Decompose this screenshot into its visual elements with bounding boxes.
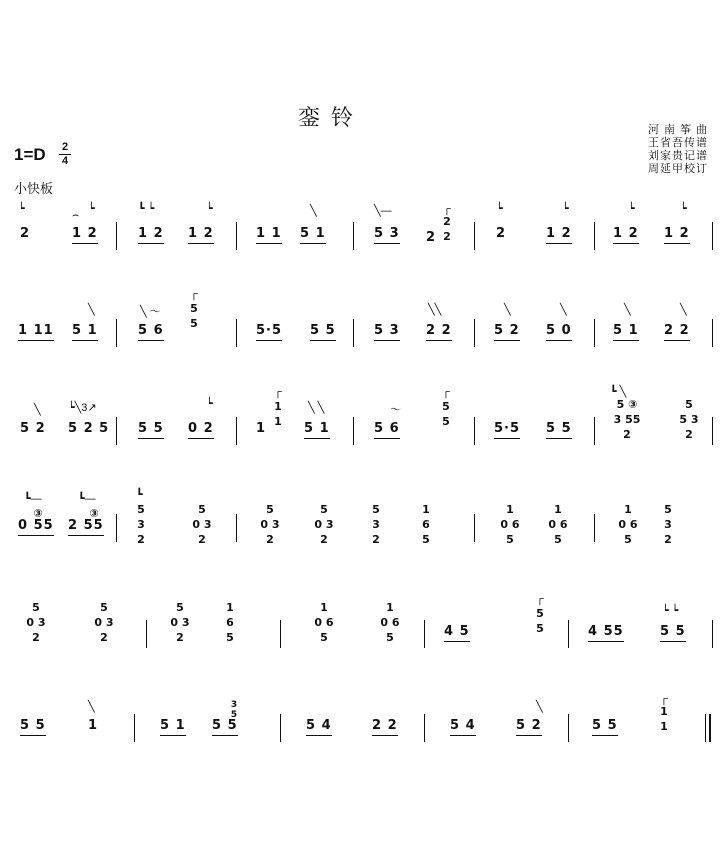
score-system-5	[16, 593, 714, 686]
barline	[280, 620, 281, 648]
note-stack: 5 0 3 2	[192, 503, 212, 546]
note-stack: 5 0 3 2	[94, 601, 114, 644]
note-group: 5 1	[72, 323, 98, 338]
note-group: 5·5	[494, 421, 520, 436]
barline	[424, 620, 425, 648]
stroke-mark: ╲	[88, 701, 95, 713]
note-group: 1 1	[256, 226, 282, 241]
note-group: 1 2	[546, 226, 572, 241]
note-group: 5 5	[660, 624, 686, 639]
stroke-mark: ╲	[560, 304, 567, 316]
fingering-mark: ┗—	[78, 493, 96, 505]
stroke-mark: ╲ ～	[140, 306, 161, 318]
fingering-mark: ┕	[88, 203, 95, 215]
barline	[134, 714, 135, 742]
stroke-mark: ╲	[88, 304, 95, 316]
note-stack: 1 0 6 5	[548, 503, 568, 546]
note-group: 5 0	[546, 323, 572, 338]
note-group: 2 2	[426, 323, 452, 338]
slur-mark: ⌢	[72, 209, 80, 221]
stroke-mark: ╲—	[374, 205, 392, 217]
time-signature-numerator: 2	[61, 141, 69, 153]
barline	[712, 620, 713, 648]
note-stack: 5 0 3 2	[260, 503, 280, 546]
note-stack: 5 0 3 2	[314, 503, 334, 546]
fingering-mark: ┌	[190, 288, 198, 300]
stroke-mark: ╲	[624, 304, 631, 316]
barline	[353, 222, 354, 250]
note-stack: 5 ③ 3 55 2	[613, 398, 641, 441]
note-stack: 1 6 5	[226, 601, 234, 644]
note-group: 5·5	[256, 323, 282, 338]
credit-line: 河 南 筝 曲	[648, 124, 709, 136]
fingering-mark: ┌	[536, 593, 544, 605]
credit-line: 周延甲校订	[648, 163, 708, 175]
barline	[594, 514, 595, 542]
note-group: 1 2	[188, 226, 214, 241]
note-stack: 5 3 2	[664, 503, 672, 546]
note-stack: 5 5	[536, 607, 544, 635]
note-group: 0 2	[188, 421, 214, 436]
note-group: 5 1	[613, 323, 639, 338]
note-group: 5 5	[310, 323, 336, 338]
note-group: 5 6	[138, 323, 164, 338]
credits	[648, 124, 708, 176]
note-group: 5 4	[306, 718, 332, 733]
note-stack: 1 0 6 5	[500, 503, 520, 546]
barline	[424, 714, 425, 742]
note-stack: 1 1	[274, 400, 282, 428]
stroke-mark: ╲	[34, 404, 41, 416]
fingering-mark: ┌	[443, 203, 451, 215]
score-system-1	[16, 198, 714, 288]
note-group: 5 2	[494, 323, 520, 338]
note-group: 5 5	[20, 718, 46, 733]
stroke-mark: ╲	[680, 304, 687, 316]
stroke-mark: ┕╲3↗	[68, 402, 97, 414]
note-stack: 5 5	[190, 302, 198, 330]
stroke-mark: ～	[390, 404, 401, 416]
barline	[712, 319, 713, 347]
key-signature: 1=D	[14, 145, 46, 164]
barline	[594, 319, 595, 347]
note-stack: 1 0 6 5	[618, 503, 638, 546]
credit-line: 刘家贵记谱	[648, 150, 708, 162]
note-stack: 1 1	[660, 705, 668, 733]
barline	[705, 714, 706, 742]
note-group: 5 4	[450, 718, 476, 733]
score-system-6	[16, 690, 714, 780]
note: 2	[426, 230, 437, 245]
note-stack: 1 0 6 5	[314, 601, 334, 644]
barline	[474, 417, 475, 445]
note-stack: ③	[89, 507, 99, 520]
note-group: 2	[496, 226, 507, 241]
note-group: 5 5	[212, 718, 238, 733]
barline	[568, 620, 569, 648]
note-stack: 5 0 3 2	[26, 601, 46, 644]
note-stack: 1 6 5	[422, 503, 430, 546]
barline	[474, 319, 475, 347]
barline	[353, 417, 354, 445]
note-group: 2 2	[372, 718, 398, 733]
barline	[474, 514, 475, 542]
note-group: 1 2	[664, 226, 690, 241]
barline	[236, 222, 237, 250]
fingering-mark: ┗—	[24, 493, 42, 505]
tempo-marking: 小快板	[14, 181, 54, 196]
note-stack: 5 0 3 2	[170, 601, 190, 644]
stroke-mark: ╲	[536, 701, 543, 713]
note-group: 5 2	[20, 421, 46, 436]
fingering-mark: ┕	[680, 203, 687, 215]
note-group: 5 6	[374, 421, 400, 436]
barline	[116, 514, 117, 542]
barline	[712, 222, 713, 250]
note-group: 5 5	[138, 421, 164, 436]
barline	[116, 417, 117, 445]
note-group: 1 2	[138, 226, 164, 241]
barline	[474, 222, 475, 250]
note-group: 5 1	[300, 226, 326, 241]
note-group: 5 3	[374, 323, 400, 338]
note-group: 1 11	[18, 323, 54, 338]
note-stack: 5 3 2	[137, 503, 145, 546]
note-group: 4 55	[588, 624, 624, 639]
note-group: 5 5	[592, 718, 618, 733]
score-system-2	[16, 288, 714, 385]
note-group: 2	[20, 226, 31, 241]
fingering-mark: ┕	[206, 203, 213, 215]
stroke-mark: ╲ ╲	[308, 402, 325, 414]
note-group: 0 55	[18, 518, 54, 533]
barline	[280, 714, 281, 742]
note-stack: 5 5 3 2	[679, 398, 699, 441]
time-signature	[59, 142, 71, 167]
note-group: 5 2 5	[68, 421, 110, 436]
fingering-mark: ┕	[496, 203, 503, 215]
barline	[568, 714, 569, 742]
fingering-mark: ┗ ╲	[610, 386, 627, 398]
note-group: 2 55	[68, 518, 104, 533]
stroke-mark: ╲	[310, 205, 317, 217]
note: 1	[88, 718, 99, 733]
note-stack: 2 2	[443, 215, 451, 243]
note-group: 1 2	[613, 226, 639, 241]
barline	[236, 514, 237, 542]
note-group: 1 2	[72, 226, 98, 241]
fingering-mark: ┌	[274, 386, 282, 398]
fingering-mark: ┗ ┕	[138, 203, 155, 215]
fingering-mark: ┗	[136, 489, 143, 501]
note: 1	[256, 421, 267, 436]
barline	[353, 319, 354, 347]
note-stack: 5 5	[442, 400, 450, 428]
barline	[236, 319, 237, 347]
note-group: 5 2	[516, 718, 542, 733]
fingering-mark: ┕ ┕	[662, 605, 679, 617]
fingering-mark: ┕	[562, 203, 569, 215]
final-barline	[709, 714, 711, 742]
stroke-mark: ╲	[504, 304, 511, 316]
note-stack: 5 3 2	[372, 503, 380, 546]
score-system-4	[16, 490, 714, 580]
fingering-mark: ┌	[660, 693, 668, 705]
barline	[116, 222, 117, 250]
score-system-3	[16, 386, 714, 483]
fingering-mark: ┌	[442, 386, 450, 398]
barline	[594, 417, 595, 445]
credit-line: 王省吾传谱	[648, 137, 708, 149]
note-stack: 3 5	[230, 700, 238, 720]
fingering-mark: ┕	[628, 203, 635, 215]
barline	[116, 319, 117, 347]
fingering-mark: ┕	[206, 398, 213, 410]
barline	[236, 417, 237, 445]
note-stack: ③	[33, 507, 43, 520]
note-stack: 1 0 6 5	[380, 601, 400, 644]
page-title: 銮 铃	[298, 106, 355, 131]
note-group: 5 3	[374, 226, 400, 241]
barline	[712, 417, 713, 445]
time-signature-denominator: 4	[61, 155, 69, 167]
barline	[594, 222, 595, 250]
fingering-mark: ┕	[18, 203, 25, 215]
note-group: 4 5	[444, 624, 470, 639]
note-group: 2 2	[664, 323, 690, 338]
note-group: 5 1	[304, 421, 330, 436]
note-group: 5 1	[160, 718, 186, 733]
stroke-mark: ╲╲	[428, 304, 442, 316]
barline	[146, 620, 147, 648]
note-group: 5 5	[546, 421, 572, 436]
